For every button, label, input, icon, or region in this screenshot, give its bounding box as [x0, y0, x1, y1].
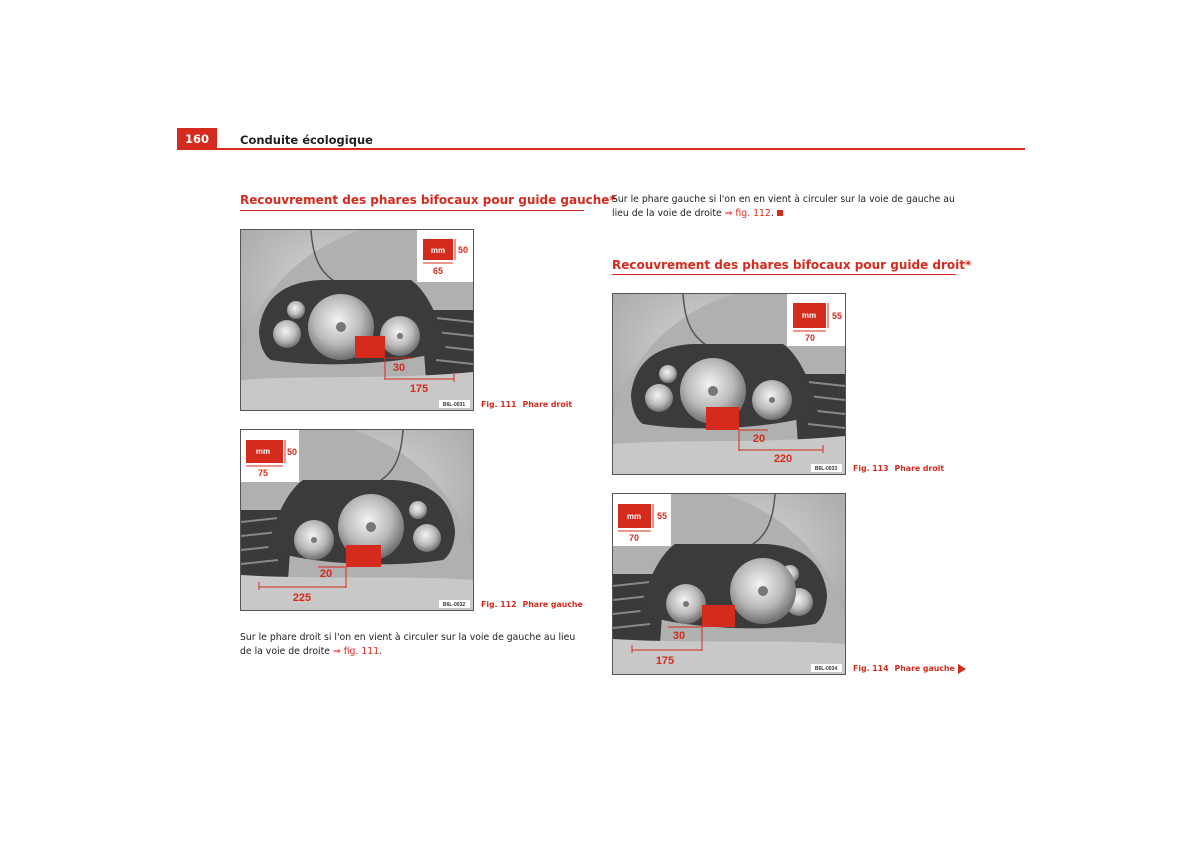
figure-111-caption [481, 400, 572, 409]
fig111-image-code: B6L-0031 [442, 402, 466, 408]
fig113-unit-label: mm [801, 311, 817, 320]
figure-113-label: Fig. 113 [853, 464, 889, 473]
fig113-image-code: B6L-0033 [814, 466, 838, 472]
left-paragraph [240, 631, 584, 659]
left-paragraph-end: . [379, 646, 383, 657]
right-paragraph-link-fig112[interactable]: ⇒ fig. 112 [724, 208, 771, 219]
fig112-unit-label: mm [255, 447, 271, 456]
right-paragraph-end: . [770, 208, 774, 219]
fig113-box-height: 55 [831, 311, 843, 321]
fig114-box-height: 55 [656, 511, 668, 521]
figure-114-caption [853, 664, 955, 673]
section-title-left-hand-traffic: Recouvrement des phares bifocaux pour guide gauche* [240, 193, 616, 207]
fig112-dim-large: 225 [292, 592, 312, 604]
figure-114-image [612, 493, 846, 675]
fig111-dim-small: 30 [392, 362, 406, 374]
header-divider [177, 148, 1025, 150]
fig114-dim-small: 30 [672, 630, 686, 642]
fig111-dim-large: 175 [409, 383, 429, 395]
right-paragraph-text: Sur le phare gauche si l'on en en vient à circuler sur la voie de gauche au lieu de la voie de droite [612, 194, 955, 219]
fig113-dim-large: 220 [773, 453, 793, 465]
figure-111-label: Fig. 111 [481, 400, 517, 409]
fig113-dim-small: 20 [752, 433, 766, 445]
figure-113-text: Phare droit [894, 464, 945, 473]
right-paragraph [612, 193, 958, 221]
fig114-box-width: 70 [628, 533, 640, 543]
figure-113-caption [853, 464, 944, 473]
fig114-dim-large: 175 [655, 655, 675, 667]
fig112-box-height: 50 [286, 447, 298, 457]
page-number-badge [177, 128, 217, 148]
fig111-box-width: 65 [432, 266, 444, 276]
figure-112-image [240, 429, 474, 611]
fig114-image-code: B6L-0034 [814, 666, 838, 672]
section-title-underline [612, 274, 956, 275]
fig113-box-width: 70 [804, 333, 816, 343]
figure-111-image [240, 229, 474, 411]
figure-114-text: Phare gauche [894, 664, 955, 673]
left-paragraph-text: Sur le phare droit si l'on en vient à circuler sur la voie de gauche au lieu de la voie de droite [240, 632, 576, 657]
continue-arrow-icon[interactable] [958, 664, 966, 674]
figure-113-image [612, 293, 846, 475]
figure-111-text: Phare droit [522, 400, 573, 409]
fig112-box-width: 75 [257, 468, 269, 478]
fig111-box-height: 50 [457, 245, 469, 255]
section-title-underline [240, 210, 584, 211]
figure-112-caption [481, 600, 583, 609]
figure-112-label: Fig. 112 [481, 600, 517, 609]
fig114-unit-label: mm [626, 512, 642, 521]
end-of-section-icon [777, 210, 783, 216]
figure-112-text: Phare gauche [522, 600, 583, 609]
left-paragraph-link-fig111[interactable]: ⇒ fig. 111 [332, 646, 380, 657]
chapter-title: Conduite écologique [240, 133, 373, 147]
fig111-unit-label: mm [430, 246, 446, 255]
section-title-right-hand-traffic: Recouvrement des phares bifocaux pour guide droit* [612, 258, 972, 272]
figure-114-label: Fig. 114 [853, 664, 889, 673]
fig112-dim-small: 20 [319, 568, 333, 580]
page-number: 160 [184, 132, 209, 146]
fig112-image-code: B6L-0032 [442, 602, 466, 608]
